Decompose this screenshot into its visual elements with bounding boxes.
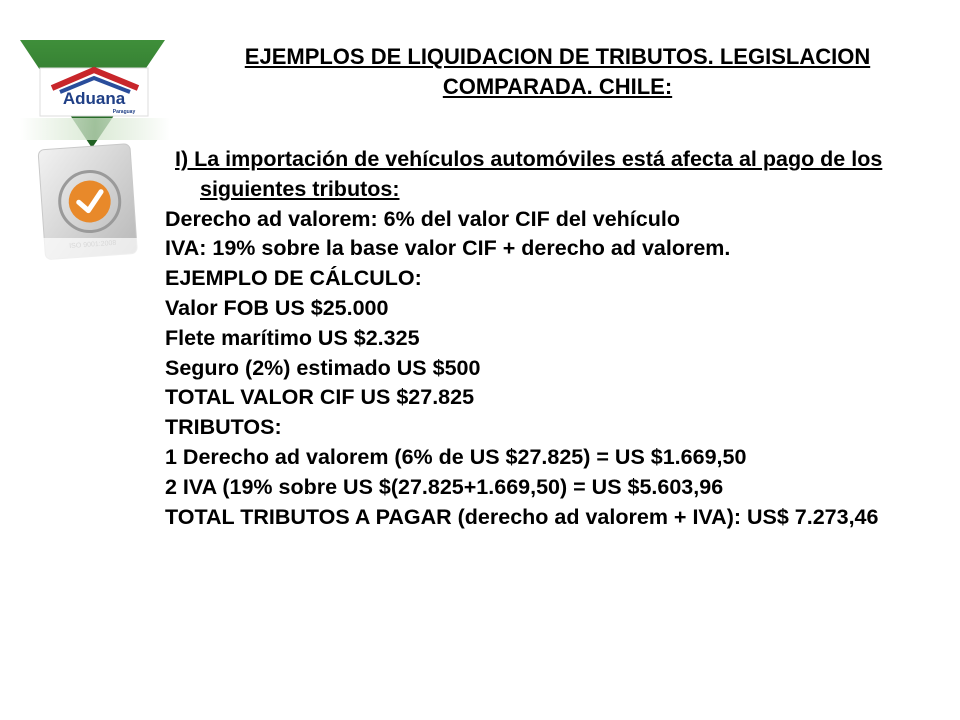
logo-country: Paraguay [112,109,136,115]
page-title [170,42,945,102]
text-line: IVA: 19% sobre la base valor CIF + derecho ad valorem. [165,236,731,261]
aduana-logo [20,38,170,288]
text-line: 2 IVA (19% sobre US $(27.825+1.669,50) = US $5.603,96 [165,474,724,499]
text-line: Derecho ad valorem: 6% del valor CIF del vehículo [165,206,680,231]
text-line: Flete marítimo US $2.325 [165,325,420,350]
content-body [165,145,955,532]
text-line: Seguro (2%) estimado US $500 [165,355,481,380]
aduana-logo-graphic [20,38,170,288]
logo-brand: Aduana [62,89,126,108]
text-line: 1 Derecho ad valorem (6% de US $27.825) = US $1.669,50 [165,444,747,469]
text-line: EJEMPLO DE CÁLCULO: [165,266,422,291]
text-line: TOTAL TRIBUTOS A PAGAR (derecho ad valorem + IVA): US$ 7.273,46 [165,504,879,529]
text-line: TRIBUTOS: [165,415,282,440]
title-line-2: COMPARADA. CHILE: [442,74,673,99]
text-line: TOTAL VALOR CIF US $27.825 [165,385,475,410]
title-line-1: EJEMPLOS DE LIQUIDACION DE TRIBUTOS. LEGISLACION [244,44,871,69]
text-line: Valor FOB US $25.000 [165,295,389,320]
intro-paragraph: I) La importación de vehículos automóviles está afecta al pago de los siguientes tributos: [175,147,883,201]
